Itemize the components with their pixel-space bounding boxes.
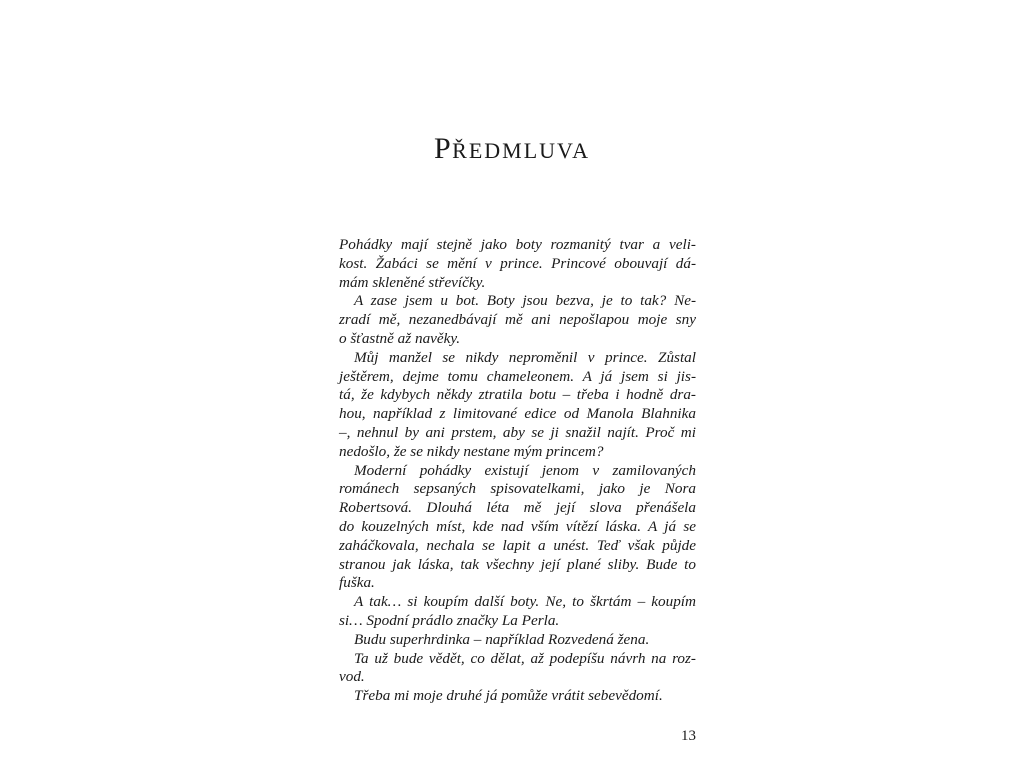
chapter-title <box>0 132 1024 166</box>
text-line: o šťastně až navěky. <box>339 329 461 347</box>
text-line: hou, například z limitované edice od Manola Blahnika <box>339 405 696 423</box>
text-line: fuška. <box>339 574 375 592</box>
text-line: románech sepsaných spisovatelkami, jako je Nora <box>339 480 696 498</box>
text-line: A zase jsem u bot. Boty jsou bezva, je to tak? Ne- <box>354 292 696 310</box>
text-line: mám skleněné střevíčky. <box>339 273 486 291</box>
text-line: A tak… si koupím další boty. Ne, to škrtám – koupím <box>354 593 696 611</box>
page-number: 13 <box>681 728 696 744</box>
text-line: Třeba mi moje druhé já pomůže vrátit sebevědomí. <box>354 687 663 705</box>
text-line: do kouzelných míst, kde nad vším vítězí láska. A já se <box>339 517 696 535</box>
text-line: kost. Žabáci se mění v prince. Princové obouvají dá- <box>339 254 696 272</box>
body-text <box>339 236 696 706</box>
text-line: Moderní pohádky existují jenom v zamilovaných <box>354 461 696 479</box>
text-line: Budu superhrdinka – například Rozvedená žena. <box>354 630 650 648</box>
chapter-title-initial: P <box>433 132 453 165</box>
text-line: Ta už bude vědět, co dělat, až podepíšu návrh na roz- <box>354 649 696 667</box>
text-line: nedošlo, že se nikdy nestane mým princem? <box>339 442 604 460</box>
text-line: tá, že kdybych někdy ztratila botu – třeba i hodně dra- <box>339 386 696 404</box>
text-line: Pohádky mají stejně jako boty rozmanitý tvar a veli- <box>339 236 696 253</box>
text-line: zaháčkovala, nechala se lapit a unést. Teď však půjde <box>339 536 696 554</box>
text-line: Můj manžel se nikdy neproměnil v prince. Zůstal <box>354 348 696 366</box>
text-line: –, nehnul by ani prstem, aby se ji snažil najít. Proč mi <box>339 423 696 441</box>
text-line: vod. <box>339 668 365 686</box>
text-line: si… Spodní prádlo značky La Perla. <box>339 611 560 629</box>
text-line: ještěrem, dejme tomu chameleonem. A já jsem si jis- <box>339 367 696 385</box>
chapter-title-rest: ŘEDMLUVA <box>452 138 590 163</box>
text-line: stranou jak láska, tak všechny její plané sliby. Bude to <box>339 555 696 573</box>
text-line: Robertsová. Dlouhá léta mě její slova přenášela <box>339 499 696 517</box>
text-line: zradí mě, nezanedbávají mě ani nepošlapou moje sny <box>339 311 696 329</box>
